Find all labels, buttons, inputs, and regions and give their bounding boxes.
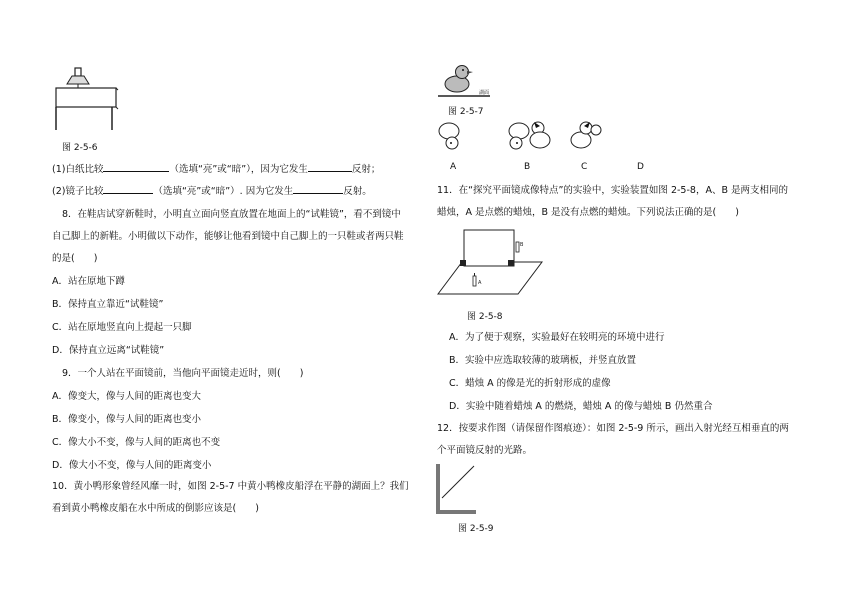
option-11-c: C．蜡烛 A 的像是光的折射形成的虚像 bbox=[449, 378, 611, 389]
question-10-line: 看到黄小鸭橡皮船在水中所成的倒影应该是( ) bbox=[52, 503, 259, 514]
option-9-b: B．像变小，像与人间的距离也变小 bbox=[52, 414, 202, 425]
question-8-line: 8．在鞋店试穿新鞋时，小明直立面向竖直放置在地面上的“试鞋镜”，看不到镜中 bbox=[62, 209, 401, 220]
option-11-b: B．实验中应选取较薄的玻璃板，并竖直放置 bbox=[449, 355, 637, 366]
answer-blank[interactable] bbox=[293, 184, 343, 194]
answer-blank[interactable] bbox=[103, 162, 169, 172]
plane-mirror-experiment-figure bbox=[436, 226, 544, 298]
figure-caption-2-5-8: 图 2-5-8 bbox=[467, 312, 503, 322]
question-paper-line: (1)白纸比较 （选填“亮”或“暗”），因为它发生 反射； bbox=[52, 164, 381, 175]
question-11-line: 蜡烛，A 是点燃的蜡烛，B 是没有点燃的蜡烛。下列说法正确的是( ) bbox=[437, 207, 739, 218]
candle-a-label: A bbox=[478, 280, 482, 286]
duck-option-b-image bbox=[509, 123, 529, 149]
duck-option-a-label: A bbox=[450, 162, 457, 172]
option-8-d: D．保持直立远离“试鞋镜” bbox=[52, 345, 165, 356]
question-11-line: 11．在“探究平面镜成像特点”的实验中，实验装置如图 2-5-8，A、B 是两支相同的 bbox=[437, 185, 788, 196]
option-9-c: C．像大小不变，像与人间的距离也不变 bbox=[52, 437, 221, 448]
option-11-a: A．为了便于观察，实验最好在较明亮的环境中进行 bbox=[449, 332, 665, 343]
question-9: 9．一个人站在平面镜前，当他向平面镜走近时，则( ) bbox=[62, 368, 304, 379]
figure-caption-2-5-9: 图 2-5-9 bbox=[458, 524, 494, 534]
question-12-line: 个平面镜反射的光路。 bbox=[437, 445, 533, 456]
duck-option-d-label: D bbox=[637, 162, 644, 172]
question-12-line: 12．按要求作图（请保留作图痕迹）：如图 2-5-9 所示，画出入射光经互相垂直的两 bbox=[437, 423, 789, 434]
duck-option-a-image bbox=[439, 123, 459, 149]
perpendicular-mirrors-figure bbox=[434, 464, 478, 516]
option-9-a: A．像变大，像与人间的距离也变大 bbox=[52, 391, 201, 402]
option-11-d: D．实验中随着蜡烛 A 的燃烧，蜡烛 A 的像与蜡烛 B 仍然重合 bbox=[449, 401, 713, 412]
option-8-c: C．站在原地竖直向上提起一只脚 bbox=[52, 322, 192, 333]
duck-option-c-image bbox=[530, 122, 550, 148]
answer-blank[interactable] bbox=[308, 162, 352, 172]
option-9-d: D．像大小不变，像与人间的距离变小 bbox=[52, 460, 212, 471]
question-8-line: 自己脚上的新鞋。小明做以下动作，能够让他看到镜中自己脚上的一只鞋或者两只鞋 bbox=[52, 231, 404, 242]
question-8-line: 的是( ) bbox=[52, 253, 98, 264]
option-8-b: B．保持直立靠近“试鞋镜” bbox=[52, 299, 164, 310]
answer-blank[interactable] bbox=[103, 184, 153, 194]
duck-option-d-image bbox=[571, 122, 601, 148]
duck-reflection-options-figure bbox=[436, 120, 616, 152]
figure-caption-2-5-7: 图 2-5-7 bbox=[448, 107, 484, 117]
lamp-table-figure bbox=[55, 66, 121, 132]
option-8-a: A．站在原地下蹲 bbox=[52, 276, 125, 287]
duck-option-b-label: B bbox=[524, 162, 531, 172]
question-mirror-line: (2)镜子比较 （选填“亮”或“暗”）. 因为它发生 反射。 bbox=[52, 186, 372, 197]
duck-on-lake-figure bbox=[436, 62, 492, 100]
figure-caption-2-5-6: 图 2-5-6 bbox=[62, 143, 98, 153]
duck-option-c-label: C bbox=[581, 162, 588, 172]
question-10-line: 10．黄小鸭形象曾经风靡一时，如图 2-5-7 中黄小鸭橡皮船浮在平静的湖面上？我们 bbox=[52, 481, 409, 492]
lake-surface-label: 湖面 bbox=[479, 90, 490, 96]
candle-b-label: B bbox=[520, 242, 524, 248]
